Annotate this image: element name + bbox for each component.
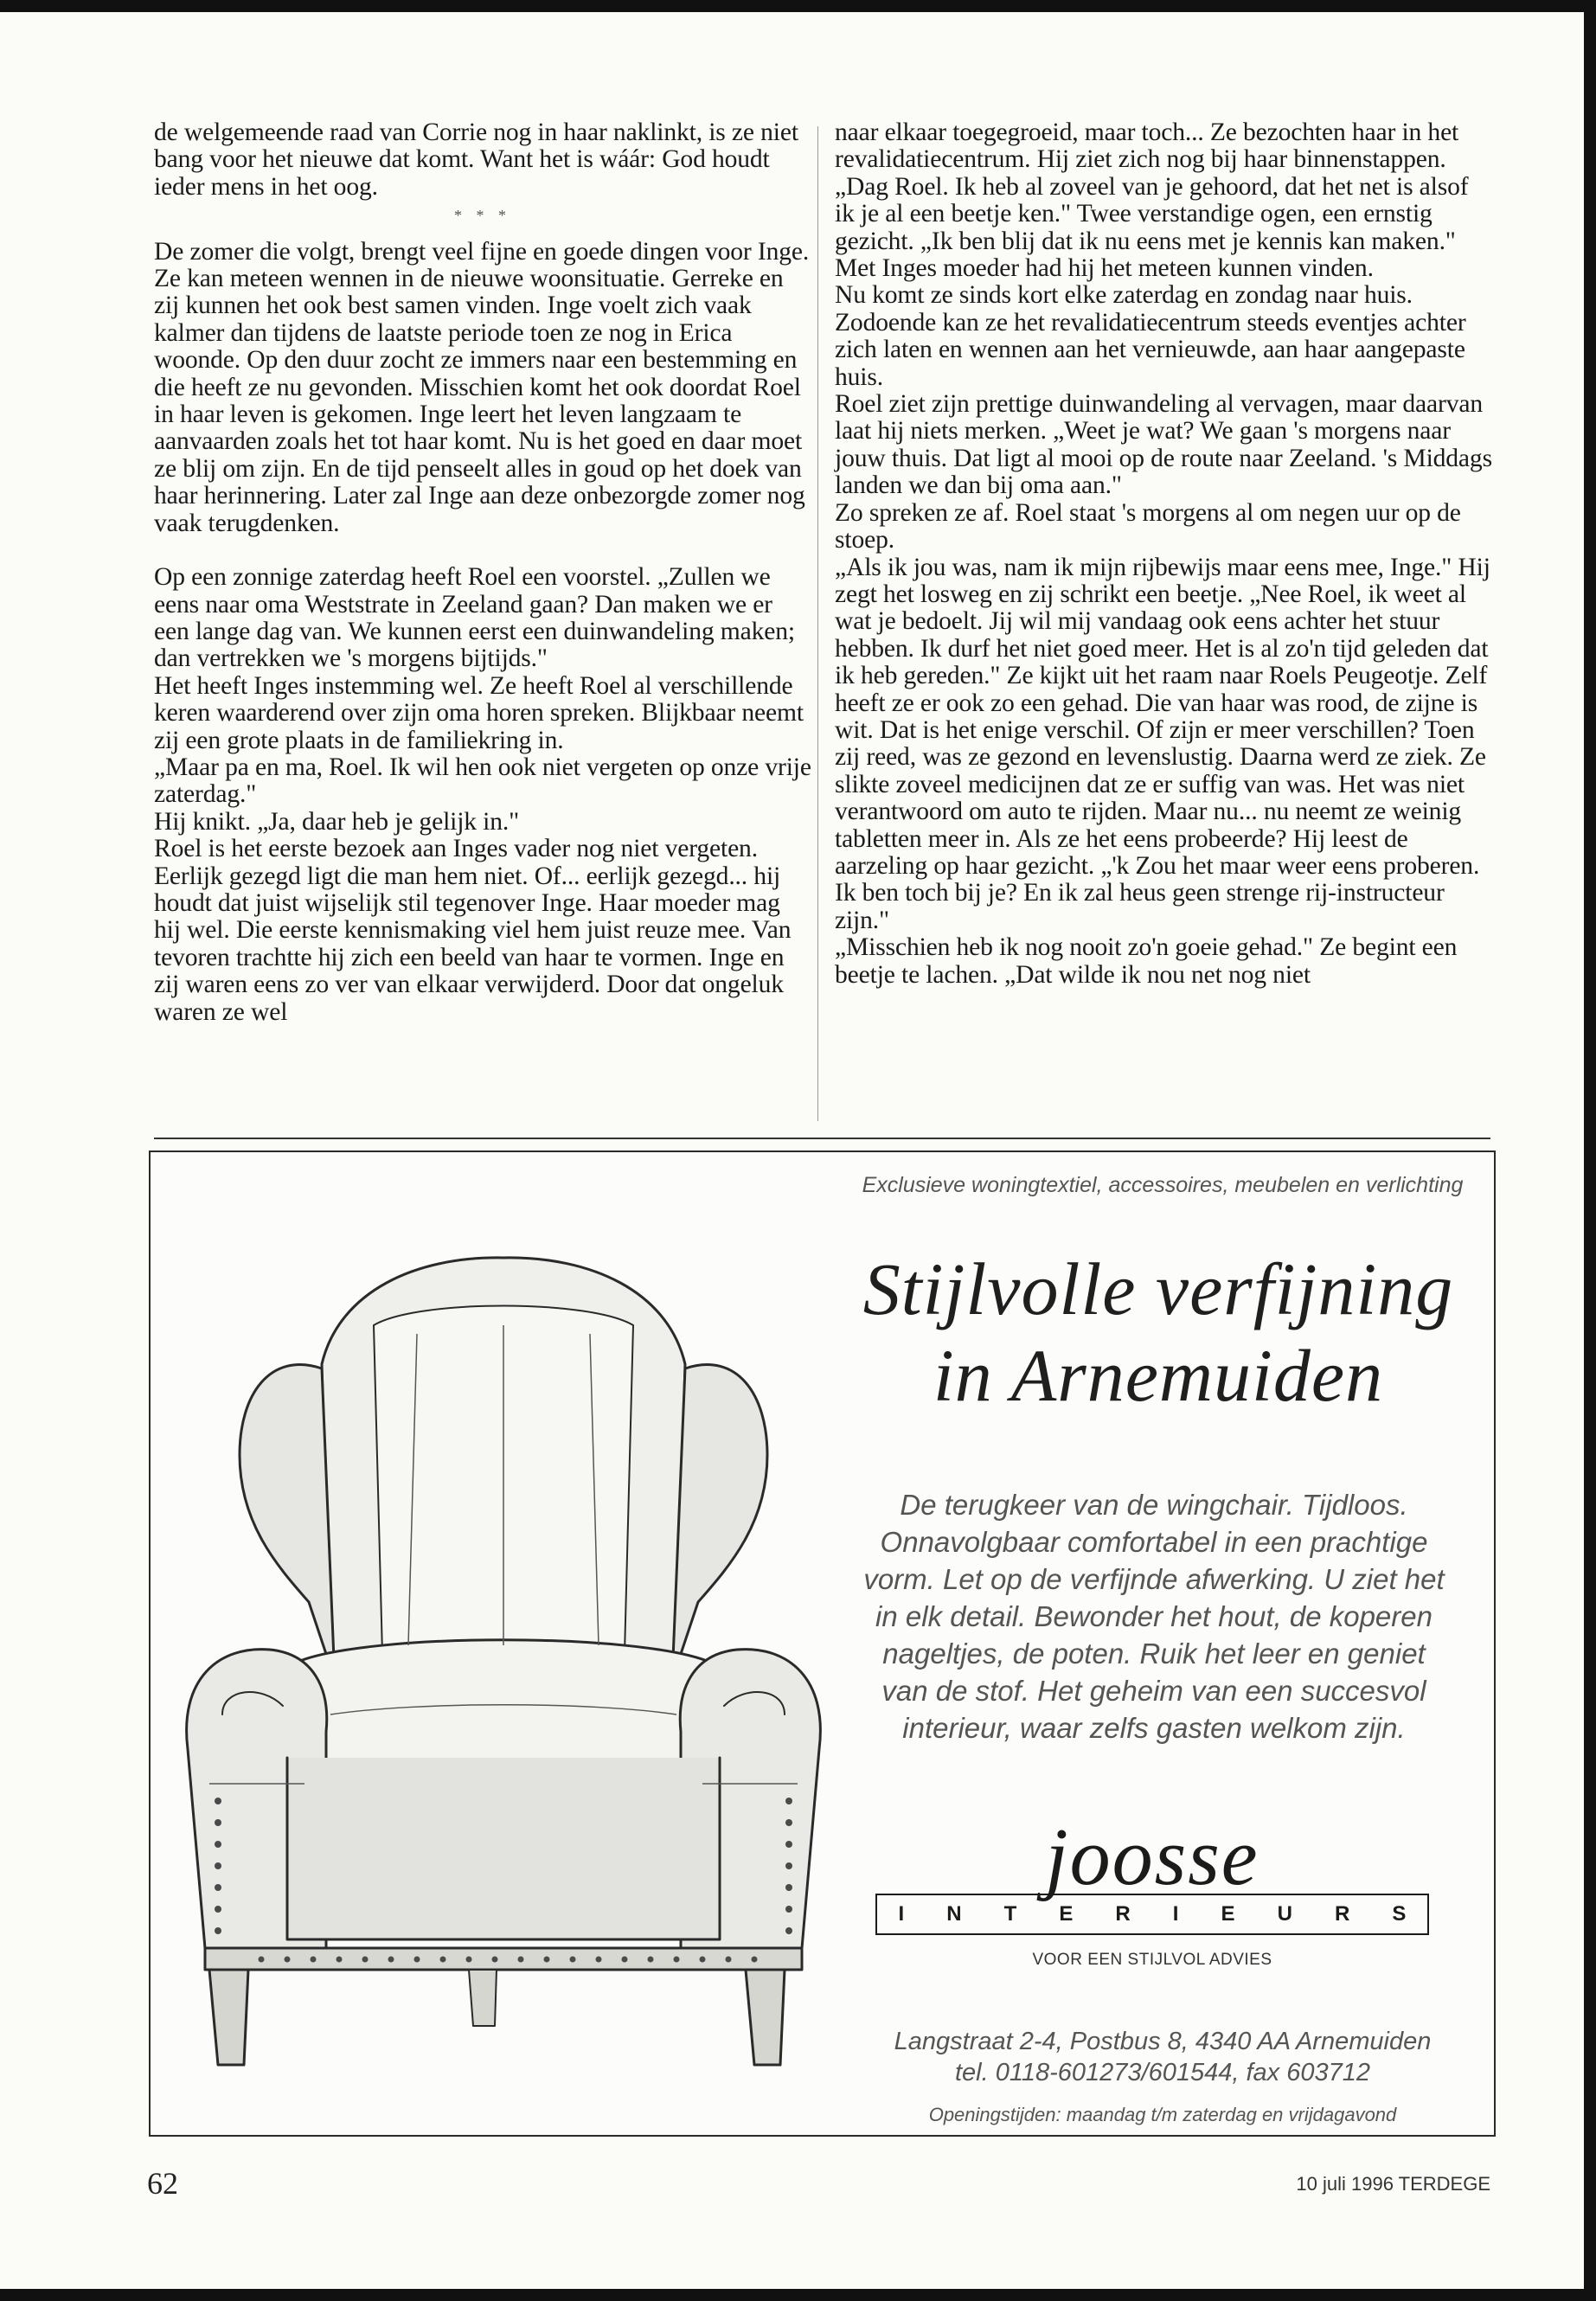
logo-letter-box xyxy=(875,1894,1429,1935)
phone-line: tel. 0118-601273/601544, fax 603712 xyxy=(955,2059,1370,2086)
paragraph: De zomer die volgt, brengt veel fijne en goede dingen voor Inge. Ze kan meteen wennen in de nieuwe woonsituatie. Gerreke en zij kunnen het ook best samen vinden. Inge voelt zich vaak kalmer dan tijdens de laatste periode toen ze nog in Erica woonde. Op den duur zocht ze immers naar een bestemming en die heeft ze nu gevonden. Misschien komt het ook doordat Roel in haar leven is gekomen. Inge leert het leven langzaam te aanvaarden zoals het tot haar komt. Nu is het goed en daar moet ze blij om zijn. En de tijd penseelt alles in goud op het doek van haar herinnering. Later zal Inge aan deze onbezorgde zomer nog vaak terugdenken. xyxy=(154,237,810,537)
advertisement-box xyxy=(149,1150,1496,2137)
ad-body-line: in elk detail. Bewonder het hout, de koperen xyxy=(875,1600,1433,1632)
ad-body-copy xyxy=(843,1486,1465,1747)
logo-letter: I xyxy=(898,1902,905,1926)
logo-subtitle: VOOR EEN STIJLVOL ADVIES xyxy=(1032,1951,1272,1969)
joosse-interieurs-logo xyxy=(875,1814,1429,1996)
logo-script-name: joosse xyxy=(1045,1812,1259,1902)
scan-border-bottom xyxy=(0,2289,1596,2301)
paragraph: Roel ziet zijn prettige duinwandeling al vervagen, maar daarvan laat hij niets merken. „Weet je wat? We gaan 's morgens naar jouw thuis. Dat ligt al mooi op de route naar Zeeland. 's Middags landen we dan bij oma aan." xyxy=(835,390,1492,500)
logo-letter: S xyxy=(1392,1902,1407,1926)
paragraph: „Als ik jou was, nam ik mijn rijbewijs maar eens mee, Inge." Hij zegt het losweg en zij schrikt een beetje. „Nee Roel, ik weet al wat je bedoelt. Jij wil mij vandaag ook eens achter het stuur hebben. Ik durf het niet goed meer. Het is al zo'n tijd geleden dat ik heb gereden." Ze kijkt uit het raam naar Roels Peugeotje. Zelf heeft ze er ook zo een gehad. Die van haar was rood, de zijne is wit. Dat is het enige verschil. Of zijn er meer verschillen? Toen zij reed, was ze gezond en levenslustig. Daarna werd ze ziek. Ze slikte zoveel medicijnen dat ze er suffig van was. Het was niet verantwoord om auto te rijden. Maar nu... nu neemt ze weinig tabletten meer in. Als ze het eens probeerde? Hij leest de aarzeling op haar gezicht. „'k Zou het maar weer eens proberen. Ik ben toch bij je? En ik zal heus geen strenge rij-instructeur zijn." xyxy=(835,553,1490,934)
article-left-column xyxy=(154,119,811,1026)
scan-border-right xyxy=(1584,0,1596,2301)
ad-body-line: interieur, waar zelfs gasten welkom zijn. xyxy=(902,1712,1406,1744)
ad-body-line: van de stof. Het geheim van een succesvol xyxy=(881,1675,1426,1707)
article-bottom-rule xyxy=(154,1138,1490,1139)
paragraph: de welgemeende raad van Corrie nog in haar naklinkt, is ze niet bang voor het nieuwe dat komt. Want het is wáár: God houdt ieder mens in het oog. xyxy=(154,119,798,201)
ad-headline xyxy=(834,1246,1483,1419)
ad-body-line: vorm. Let op de verfijnde afwerking. U ziet het xyxy=(863,1563,1445,1595)
logo-letter: U xyxy=(1277,1902,1292,1926)
section-break-stars: * * * xyxy=(454,207,511,225)
logo-letter: E xyxy=(1059,1902,1074,1926)
logo-letter: N xyxy=(946,1902,962,1926)
ad-headline-line: Stijlvolle verfijning xyxy=(862,1247,1454,1330)
paragraph: „Maar pa en ma, Roel. Ik wil hen ook niet vergeten op onze vrije zaterdag." xyxy=(154,753,811,809)
ad-tagline: Exclusieve woningtextiel, accessoires, meubelen en verlichting xyxy=(862,1173,1464,1197)
logo-letter: E xyxy=(1221,1902,1235,1926)
ad-body-line: Onnavolgbaar comfortabel in een prachtige xyxy=(880,1526,1428,1558)
address-line: Langstraat 2-4, Postbus 8, 4340 AA Arnemuiden xyxy=(894,2028,1432,2055)
scan-border-top xyxy=(0,0,1596,12)
wingchair-illustration xyxy=(157,1195,849,2078)
paragraph: Roel is het eerste bezoek aan Inges vader nog niet vergeten. Eerlijk gezegd ligt die man hem niet. Of... eerlijk gezegd... hij houdt dat juist wijselijk stil tegenover Inge. Haar moeder mag hij wel. Die eerste kennismaking viel hem juist reuze mee. Van tevoren trachtte hij zich een beeld van haar te vormen. Inge en zij waren eens zo ver van elkaar verwijderd. Door dat ongeluk waren ze wel xyxy=(154,835,792,1026)
page-number: 62 xyxy=(147,2166,178,2201)
paragraph: Op een zonnige zaterdag heeft Roel een voorstel. „Zullen we eens naar oma Weststrate in Zeeland gaan? Dan maken we er een lange dag van. We kunnen eerst een duinwandeling maken; dan vertrekken we 's morgens bijtijds." xyxy=(154,563,795,673)
logo-letter: R xyxy=(1334,1902,1350,1926)
ad-body-line: nageltjes, de poten. Ruik het leer en geniet xyxy=(882,1638,1426,1670)
logo-letter: I xyxy=(1172,1902,1179,1926)
column-divider xyxy=(817,126,818,1121)
opening-hours: Openingstijden: maandag t/m zaterdag en vrijdagavond xyxy=(928,2104,1397,2125)
paragraph: Nu komt ze sinds kort elke zaterdag en zondag naar huis. Zodoende kan ze het revalidatiecentrum steeds eventjes achter zich laten en wennen aan het vernieuwde, aan haar aangepaste huis. xyxy=(835,281,1466,391)
ad-body-line: De terugkeer van de wingchair. Tijdloos. xyxy=(900,1489,1408,1521)
paragraph: Zo spreken ze af. Roel staat 's morgens al om negen uur op de stoep. xyxy=(835,498,1461,554)
logo-letter: R xyxy=(1115,1902,1131,1926)
paragraph: „Dag Roel. Ik heb al zoveel van je gehoord, dat het net is alsof ik je al een beetje ken." Twee verstandige ogen, een ernstig gezicht. „Ik ben blij dat ik nu eens met je kennis kan maken." Met Inges moeder had hij het meteen kunnen vinden. xyxy=(835,172,1469,283)
paragraph: Hij knikt. „Ja, daar heb je gelijk in." xyxy=(154,807,520,836)
paragraph: Het heeft Inges instemming wel. Ze heeft Roel al verschillende keren waarderend over zijn oma horen spreken. Blijkbaar neemt zij een grote plaats in de familiekring in. xyxy=(154,671,804,754)
paragraph: naar elkaar toegegroeid, maar toch... Ze bezochten haar in het revalidatiecentrum. Hij ziet zich nog bij haar binnenstappen. xyxy=(835,119,1459,174)
ad-address xyxy=(843,2026,1483,2088)
paragraph: „Misschien heb ik nog nooit zo'n goeie gehad." Ze begint een beetje te lachen. „Dat wilde ik nou net nog niet xyxy=(835,933,1458,989)
ad-headline-line: in Arnemuiden xyxy=(933,1334,1384,1417)
article-right-column xyxy=(835,119,1492,989)
logo-letter: T xyxy=(1003,1902,1017,1926)
running-footer: 10 juli 1996 TERDEGE xyxy=(1296,2173,1490,2195)
